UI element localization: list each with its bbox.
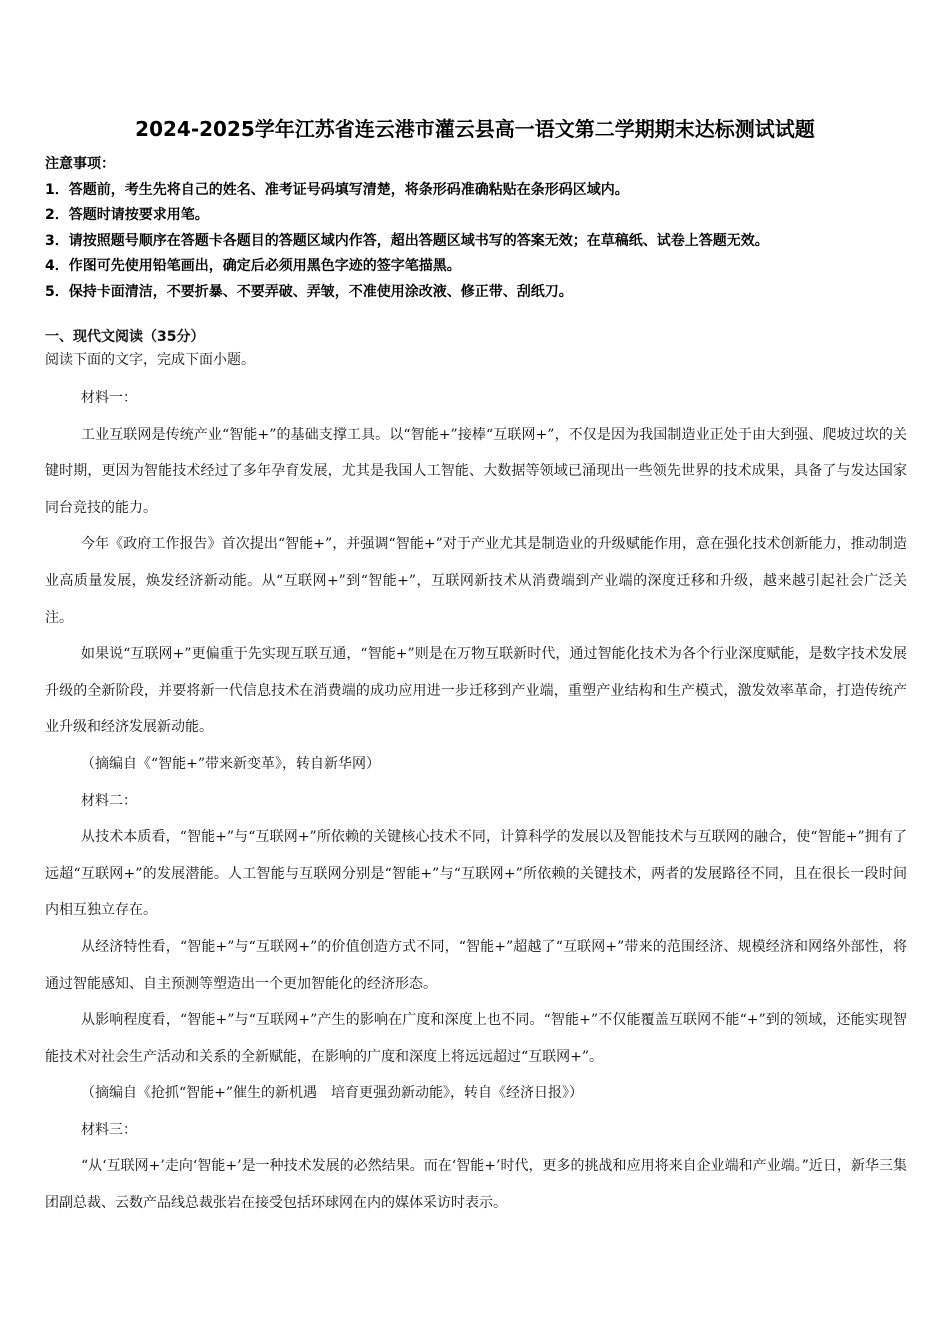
notice-item: 2．答题时请按要求用笔。 xyxy=(45,207,209,223)
notice-item: 3．请按照题号顺序在答题卡各题目的答题区域内作答，超出答题区域书写的答案无效；在草稿纸、试卷上答题无效。 xyxy=(45,232,769,249)
notice-block xyxy=(45,152,915,305)
source-citation: （摘编自《抢抓“智能+”催生的新机遇 培育更强劲新动能》，转自《经济日报》） xyxy=(81,1085,584,1102)
notice-item: 4．作图可先使用铅笔画出，确定后必须用黑色字迹的签字笔描黑。 xyxy=(45,258,461,274)
passage-paragraph: 今年《政府工作报告》首次提出“智能+”，并强调“智能+”对于产业尤其是制造业的升级赋能作用，意在强化技术创新能力，推动制造业高质量发展，焕发经济新动能。从“互联网+”到“智能+”，互联网新技术从消费端到产业端的深度迁移和升级，越来越引起社会广泛关注。 xyxy=(45,536,907,626)
reading-passage xyxy=(45,380,907,1222)
material-label: 材料三： xyxy=(81,1121,137,1138)
notice-item: 1．答题前，考生先将自己的姓名、准考证号码填写清楚，将条形码准确粘贴在条形码区域内。 xyxy=(45,181,629,198)
passage-paragraph: 如果说“互联网+”更偏重于先实现互联互通，“智能+”则是在万物互联新时代，通过智能化技术为各个行业深度赋能，是数字技术发展升级的全新阶段，并要将新一代信息技术在消费端的成功应用进一步迁移到产业端，重塑产业结构和生产模式，激发效率革命，打造传统产业升级和经济发展新动能。 xyxy=(45,646,907,736)
passage-paragraph: 从技术本质看，“智能+”与“互联网+”所依赖的关键核心技术不同，计算科学的发展以及智能技术与互联网的融合，使“智能+”拥有了远超“互联网+”的发展潜能。人工智能与互联网分别是“智能+”与“互联网+”所依赖的关键技术，两者的发展路径不同，且在很长一段时间内相互独立存在。 xyxy=(45,829,907,919)
notice-heading: 注意事项： xyxy=(45,156,115,172)
material-label: 材料一： xyxy=(81,390,137,406)
material-label: 材料二： xyxy=(81,792,137,809)
passage-paragraph: 工业互联网是传统产业“智能+”的基础支撑工具。以“智能+”接棒“互联网+”，不仅是因为我国制造业正处于由大到强、爬坡过坎的关键时期，更因为智能技术经过了多年孕育发展，尤其是我国人工智能、大数据等领域已涌现出一些领先世界的技术成果，具备了与发达国家同台竞技的能力。 xyxy=(45,426,907,516)
notice-item: 5．保持卡面清洁，不要折暴、不要弄破、弄皱，不准使用涂改液、修正带、刮纸刀。 xyxy=(45,283,573,300)
passage-paragraph: “从‘互联网+’走向‘智能+’是一种技术发展的必然结果。而在‘智能+’时代，更多的挑战和应用将来自企业端和产业端。”近日，新华三集团副总裁、云数产品线总裁张岩在接受包括环球网在内的媒体采访时表示。 xyxy=(45,1158,907,1212)
exam-title: 2024-2025学年江苏省连云港市灌云县高一语文第二学期期末达标测试试题 xyxy=(135,117,815,141)
passage-paragraph: 从经济特性看，“智能+”与“互联网+”的价值创造方式不同，“智能+”超越了“互联网+”带来的范围经济、规模经济和网络外部性，将通过智能感知、自主预测等塑造出一个更加智能化的经济形态。 xyxy=(45,938,907,992)
section-instruction: 阅读下面的文字，完成下面小题。 xyxy=(45,352,255,368)
passage-paragraph: 从影响程度看，“智能+”与“互联网+”产生的影响在广度和深度上也不同。“智能+”不仅能覆盖互联网不能“+”到的领域，还能实现智能技术对社会生产活动和关系的全新赋能，在影响的广度和深度上将远远超过“互联网+”。 xyxy=(45,1012,907,1065)
source-citation: （摘编自《“智能+”带来新变革》，转自新华网） xyxy=(81,755,381,772)
section-heading: 一、现代文阅读（35分） xyxy=(45,329,205,345)
